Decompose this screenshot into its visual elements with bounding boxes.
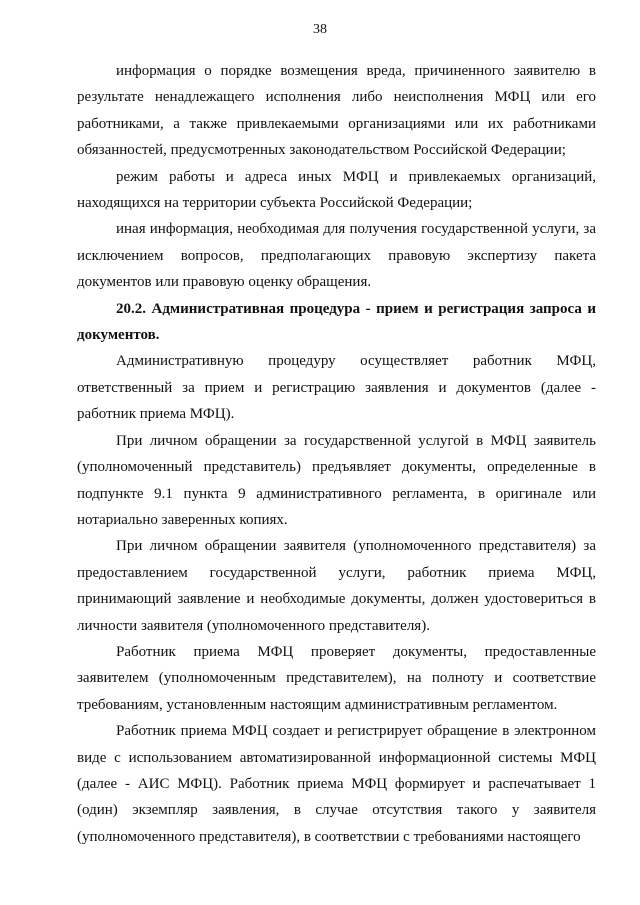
document-body	[77, 58, 596, 850]
page-number: 38	[313, 22, 327, 37]
paragraph-identity-verification: При личном обращении заявителя (уполномоченного представителя) за предоставлением государственной услуги, работник приема МФЦ, принимающий заявление и необходимые документы, должен удостовериться в личности заявителя (уполномоченного представителя).	[77, 538, 596, 634]
paragraph-electronic-registration: Работник приема МФЦ создает и регистрирует обращение в электронном виде с использованием автоматизированной информационной системы МФЦ (далее - АИС МФЦ). Работник приема МФЦ формирует и распечатывает 1 (один) экземпляр заявления, в случае отсутствия такого у заявителя (уполномоченного представителя), в соответствии с требованиями настоящего	[77, 723, 596, 845]
paragraph-work-schedule-addresses: режим работы и адреса иных МФЦ и привлекаемых организаций, находящихся на территории субъекта Российской Федерации;	[77, 168, 596, 212]
paragraph-document-check: Работник приема МФЦ проверяет документы, предоставленные заявителем (уполномоченным представителем), на полноту и соответствие требованиям, установленным настоящим административным регламентом.	[77, 643, 596, 713]
paragraph-personal-appeal-documents: При личном обращении за государственной услугой в МФЦ заявитель (уполномоченный представитель) предъявляет документы, определенные в подпункте 9.1 пункта 9 административного регламента, в оригинале или нотариально заверенных копиях.	[77, 432, 596, 528]
paragraph-damage-compensation-info: информация о порядке возмещения вреда, причиненного заявителю в результате ненадлежащего исполнения либо неисполнения МФЦ или его работниками, а также привлекаемыми организациями или их работниками обязанностей, предусмотренных законодательством Российской Федерации;	[77, 63, 596, 159]
section-heading-20-2: 20.2. Административная процедура - прием и регистрация запроса и документов.	[77, 300, 596, 344]
paragraph-procedure-responsible: Административную процедуру осуществляет работник МФЦ, ответственный за прием и регистрацию заявления и документов (далее - работник приема МФЦ).	[77, 353, 596, 423]
paragraph-other-information: иная информация, необходимая для получения государственной услуги, за исключением вопросов, предполагающих правовую экспертизу пакета документов или правовую оценку обращения.	[77, 221, 596, 291]
